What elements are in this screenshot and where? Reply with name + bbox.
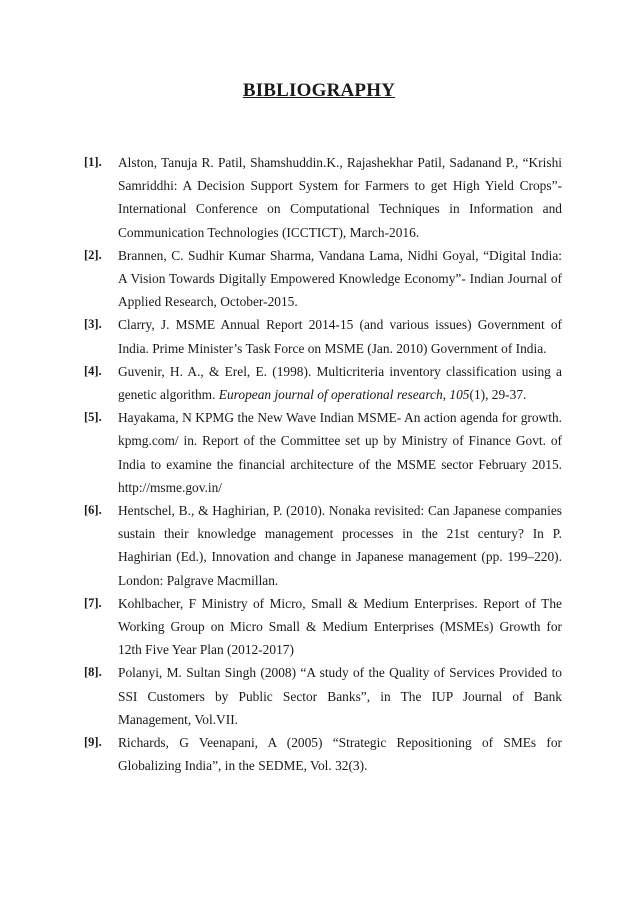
reference-segment: Kohlbacher, F Ministry of Micro, Small & Medium Enterprises. Report of The Working Group on Micro Small & Medium Enterprises (MSMEs) Growth for 12th Five Year Plan (2012-2017) (118, 595, 562, 658)
reference-text (118, 155, 562, 240)
reference-text (118, 364, 562, 402)
reference-italic-segment: 105 (449, 387, 470, 403)
reference-text (118, 503, 562, 588)
page-title: BIBLIOGRAPHY (242, 80, 396, 101)
reference-number: [2]. (84, 247, 102, 262)
reference-item (84, 313, 562, 359)
reference-segment: Hayakama, N KPMG the New Wave Indian MSME- An action agenda for growth. kpmg.com/ in. Report of the Committee set up by Ministry of Finance Govt. of India to examine the financial architecture of the MSME sector February 2015. http://msme.gov.in/ (118, 410, 562, 495)
reference-number: [1]. (84, 155, 102, 169)
reference-segment: Clarry, J. MSME Annual Report 2014-15 (and various issues) Government of India. Prime Minister’s Task Force on MSME (Jan. 2010) Government of India. (118, 317, 562, 356)
reference-segment: (1), 29-37. (469, 387, 527, 403)
reference-segment: Guvenir, H. A., & Erel, E. (1998). Multicriteria inventory classification using a genetic algorithm. (118, 363, 562, 403)
reference-number: [9]. (84, 735, 102, 750)
reference-segment: Richards, G Veenapani, A (2005) “Strategic Repositioning of SMEs for Globalizing India”, in the SEDME, Vol. 32(3). (118, 735, 562, 774)
reference-item (84, 151, 562, 244)
reference-number: [7]. (84, 595, 102, 610)
reference-segment: Brannen, C. Sudhir Kumar Sharma, Vandana Lama, Nidhi Goyal, “Digital India: A Vision Towards Digitally Empowered Knowledge Economy”- Indian Journal of Applied Research, October-2015. (118, 247, 562, 310)
reference-text (118, 596, 562, 657)
reference-item (84, 406, 562, 499)
reference-segment: Alston, Tanuja R. Patil, Shamshuddin.K., Rajashekhar Patil, Sadanand P., “Krishi Samriddhi: A Decision Support System for Farmers to get High Yield Crops”- International Conference on Computational Techniques in Information and Communication Technologies (ICCTICT), March-2016. (118, 155, 562, 240)
reference-item (84, 360, 562, 406)
reference-text (118, 248, 562, 309)
reference-segment: , (442, 387, 450, 403)
reference-number: [5]. (84, 410, 102, 425)
reference-item (84, 731, 562, 777)
reference-number: [6]. (84, 503, 102, 518)
reference-item (84, 592, 562, 662)
reference-text (118, 665, 562, 726)
reference-segment: Hentschel, B., & Haghirian, P. (2010). Nonaka revisited: Can Japanese companies sustain their knowledge management processes in the 21st century? In P. Haghirian (Ed.), Innovation and change in Japanese management (pp. 199–220). London: Palgrave Macmillan. (118, 503, 562, 588)
reference-item (84, 499, 562, 592)
reference-segment: Polanyi, M. Sultan Singh (2008) “A study of the Quality of Services Provided to SSI Customers by Public Sector Banks”, in The IUP Journal of Bank Management, Vol.VII. (118, 665, 562, 727)
reference-item (84, 661, 562, 731)
reference-list (84, 151, 562, 777)
reference-text (118, 410, 562, 495)
reference-number: [8]. (84, 665, 102, 680)
reference-text (118, 317, 562, 355)
reference-number: [4]. (84, 363, 102, 378)
reference-number: [3]. (84, 317, 102, 332)
reference-italic-segment: European journal of operational research (218, 387, 443, 403)
reference-text (118, 735, 562, 773)
reference-item (84, 244, 562, 314)
